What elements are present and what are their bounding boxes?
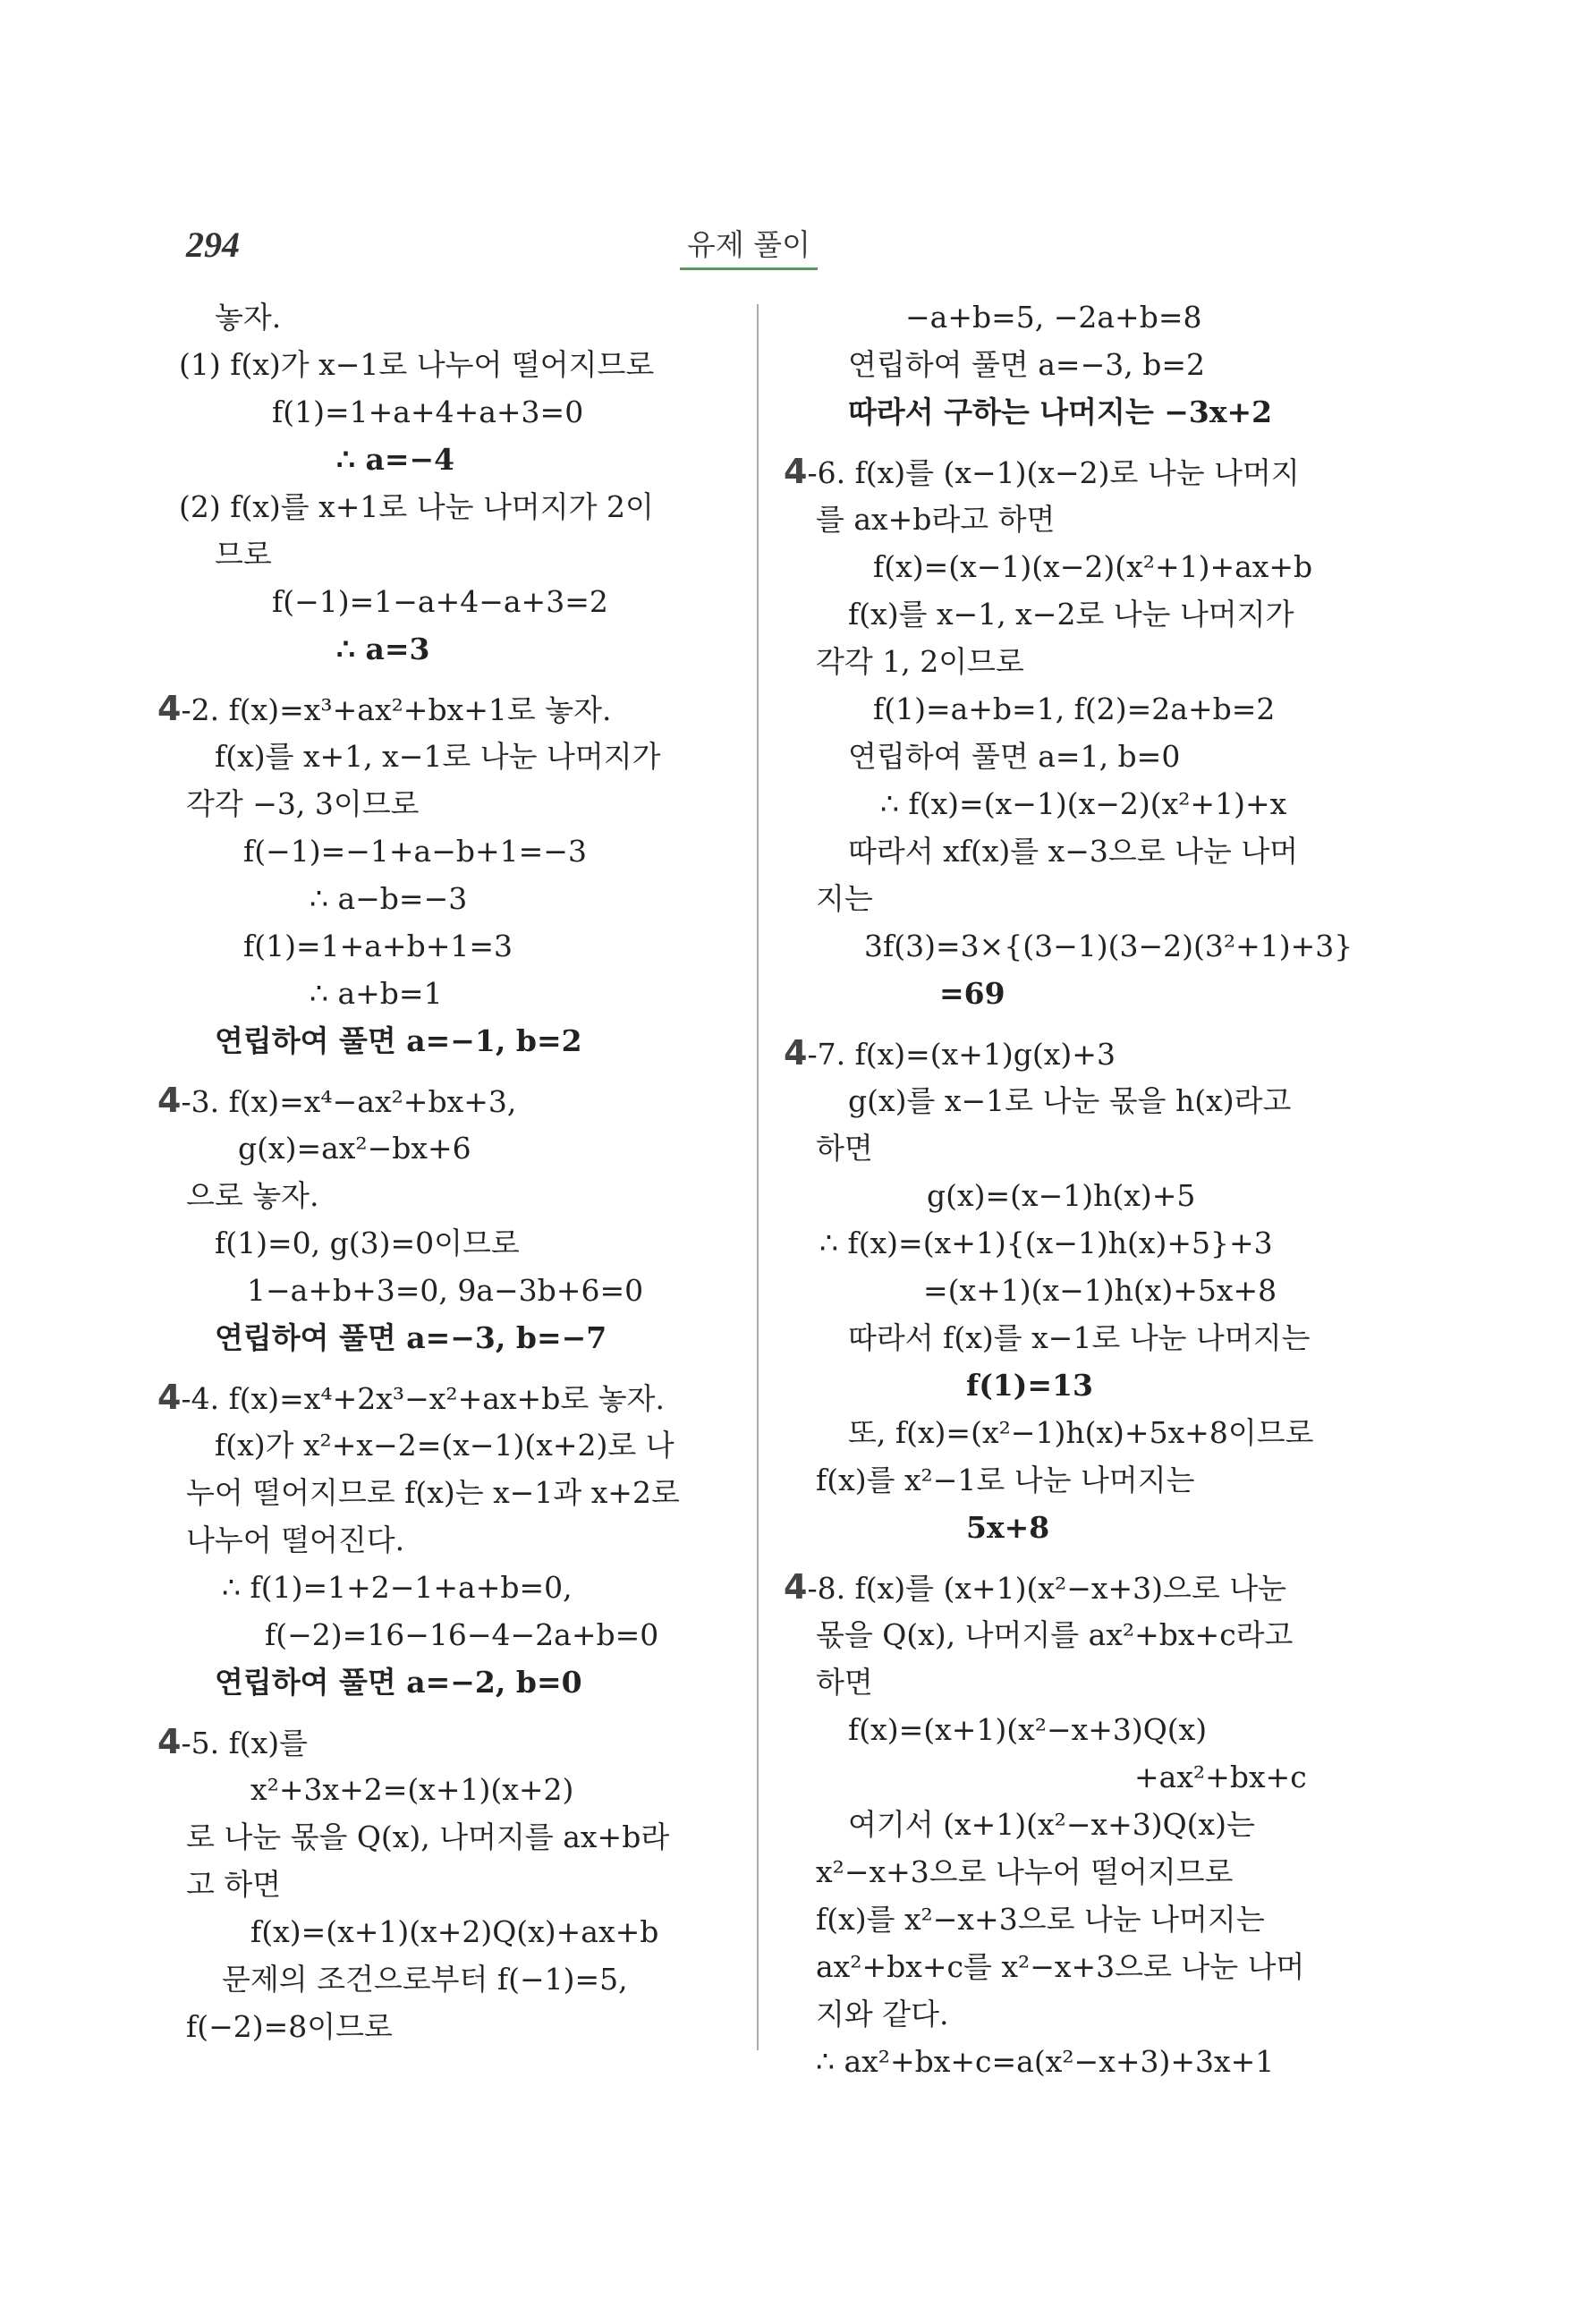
line-text: -8. f(x)를 (x+1)(x²−x+3)으로 나눈 bbox=[807, 1571, 1287, 1606]
solution-line bbox=[784, 1896, 1356, 1943]
solution-line bbox=[157, 1314, 739, 1361]
solution-line bbox=[784, 1753, 1356, 1801]
line-text: f(−1)=1−a+4−a+3=2 bbox=[272, 584, 608, 619]
line-text: 하면 bbox=[816, 1665, 873, 1700]
solution-line bbox=[784, 1611, 1356, 1658]
line-text: ∴ f(1)=1+2−1+a+b=0, bbox=[222, 1570, 573, 1605]
solution-line bbox=[157, 1813, 739, 1861]
solution-line bbox=[157, 436, 739, 483]
solution-line bbox=[157, 733, 739, 780]
left-column bbox=[157, 293, 739, 2050]
line-text: 나누어 떨어진다. bbox=[186, 1522, 405, 1557]
line-text: (1) f(x)가 x−1로 나누어 떨어지므로 bbox=[179, 347, 655, 382]
solution-line bbox=[784, 685, 1356, 733]
line-text: 지와 같다. bbox=[816, 1997, 949, 2031]
problem-number: 4 bbox=[784, 1567, 808, 1607]
solution-line bbox=[784, 970, 1356, 1017]
line-text: f(1)=a+b=1, f(2)=2a+b=2 bbox=[873, 691, 1276, 726]
line-text: ∴ a−b=−3 bbox=[310, 881, 468, 916]
line-text: 으로 놓자. bbox=[186, 1178, 319, 1213]
line-text: g(x)=(x−1)h(x)+5 bbox=[927, 1178, 1196, 1213]
solution-line bbox=[157, 388, 739, 436]
problem-heading bbox=[157, 1374, 739, 1421]
solution-line bbox=[784, 1409, 1356, 1456]
solution-line bbox=[784, 496, 1356, 543]
problem-number: 4 bbox=[157, 1722, 182, 1761]
line-text: ∴ a=−4 bbox=[336, 442, 455, 477]
line-text: 지는 bbox=[816, 881, 873, 916]
line-text: -5. f(x)를 bbox=[181, 1726, 309, 1760]
solution-line bbox=[157, 1908, 739, 1955]
line-text: 연립하여 풀면 a=−3, b=2 bbox=[848, 347, 1205, 382]
problem-heading bbox=[784, 1564, 1356, 1611]
solution-line bbox=[784, 293, 1356, 341]
line-text: 각각 −3, 3이므로 bbox=[186, 786, 420, 821]
solution-line bbox=[157, 293, 739, 341]
line-text: f(x)=(x+1)(x+2)Q(x)+ax+b bbox=[250, 1914, 659, 1949]
solution-line bbox=[157, 530, 739, 578]
solution-line bbox=[784, 1706, 1356, 1753]
solution-line bbox=[784, 638, 1356, 685]
line-text: 문제의 조건으로부터 f(−1)=5, bbox=[222, 1962, 628, 1997]
problem-heading bbox=[784, 448, 1356, 496]
problem-number: 4 bbox=[784, 452, 808, 491]
solution-line bbox=[157, 922, 739, 970]
line-text: 므로 bbox=[215, 537, 272, 572]
solution-line bbox=[784, 1077, 1356, 1124]
line-text: 놓자. bbox=[215, 300, 282, 335]
line-text: -3. f(x)=x⁴−ax²+bx+3, bbox=[181, 1084, 517, 1119]
line-text: -2. f(x)=x³+ax²+bx+1로 놓자. bbox=[181, 692, 612, 727]
solution-line bbox=[157, 1564, 739, 1611]
line-text: 각각 1, 2이므로 bbox=[816, 644, 1024, 679]
line-text: f(x)를 x+1, x−1로 나눈 나머지가 bbox=[215, 739, 661, 774]
solution-line bbox=[157, 1469, 739, 1516]
solution-line bbox=[157, 1658, 739, 1706]
solution-line bbox=[157, 1421, 739, 1469]
solution-line bbox=[784, 1314, 1356, 1361]
solution-line bbox=[784, 341, 1356, 388]
line-text: g(x)를 x−1로 나눈 몫을 h(x)라고 bbox=[848, 1083, 1292, 1118]
line-text: (2) f(x)를 x+1로 나눈 나머지가 2이 bbox=[179, 489, 654, 524]
problem-number: 4 bbox=[157, 1081, 182, 1120]
line-text: 를 ax+b라고 하면 bbox=[816, 502, 1056, 537]
line-text: f(x)가 x²+x−2=(x−1)(x+2)로 나 bbox=[215, 1428, 674, 1463]
page-title: 유제 풀이 bbox=[680, 222, 818, 270]
line-text: 따라서 구하는 나머지는 −3x+2 bbox=[848, 394, 1273, 429]
line-text: 3f(3)=3×{(3−1)(3−2)(3²+1)+3} bbox=[864, 929, 1353, 963]
line-text: f(x)를 x²−1로 나눈 나머지는 bbox=[816, 1463, 1195, 1497]
solution-line bbox=[157, 827, 739, 875]
solution-line bbox=[784, 2038, 1356, 2085]
problem-number: 4 bbox=[157, 1378, 182, 1417]
line-text: ax²+bx+c를 x²−x+3으로 나눈 나머 bbox=[816, 1949, 1305, 1984]
line-text: f(1)=1+a+4+a+3=0 bbox=[272, 394, 584, 429]
line-text: 연립하여 풀면 a=1, b=0 bbox=[848, 739, 1181, 774]
solution-line bbox=[784, 590, 1356, 638]
solution-line bbox=[784, 1267, 1356, 1314]
line-text: =(x+1)(x−1)h(x)+5x+8 bbox=[923, 1273, 1277, 1308]
solution-line bbox=[784, 875, 1356, 922]
solution-line bbox=[157, 1861, 739, 1908]
problem-heading bbox=[784, 1030, 1356, 1077]
line-text: 따라서 xf(x)를 x−3으로 나눈 나머 bbox=[848, 834, 1299, 869]
line-text: -4. f(x)=x⁴+2x³−x²+ax+b로 놓자. bbox=[181, 1381, 665, 1416]
line-text: 여기서 (x+1)(x²−x+3)Q(x)는 bbox=[848, 1807, 1255, 1842]
line-text: 누어 떨어지므로 f(x)는 x−1과 x+2로 bbox=[186, 1475, 680, 1510]
solution-line bbox=[157, 1017, 739, 1064]
line-text: f(x)=(x−1)(x−2)(x²+1)+ax+b bbox=[873, 549, 1313, 584]
line-text: f(1)=0, g(3)=0이므로 bbox=[215, 1226, 520, 1260]
solution-line bbox=[784, 1990, 1356, 2038]
solution-line bbox=[784, 1172, 1356, 1219]
solution-line bbox=[157, 1516, 739, 1564]
solution-line bbox=[784, 1361, 1356, 1409]
line-text: ∴ f(x)=(x−1)(x−2)(x²+1)+x bbox=[880, 786, 1287, 821]
line-text: 하면 bbox=[816, 1131, 873, 1166]
solution-line bbox=[157, 1611, 739, 1658]
line-text: -6. f(x)를 (x−1)(x−2)로 나눈 나머지 bbox=[807, 455, 1300, 490]
line-text: =69 bbox=[939, 976, 1005, 1011]
solution-line bbox=[157, 578, 739, 625]
line-text: 또, f(x)=(x²−1)h(x)+5x+8이므로 bbox=[848, 1415, 1314, 1450]
line-text: g(x)=ax²−bx+6 bbox=[238, 1131, 471, 1166]
solution-line bbox=[157, 483, 739, 530]
solution-line bbox=[784, 1219, 1356, 1267]
line-text: f(−1)=−1+a−b+1=−3 bbox=[243, 834, 587, 869]
line-text: x²−x+3으로 나누어 떨어지므로 bbox=[816, 1854, 1234, 1889]
solution-line bbox=[784, 780, 1356, 827]
problem-heading bbox=[157, 1077, 739, 1124]
line-text: f(−2)=8이므로 bbox=[186, 2009, 393, 2044]
line-text: f(1)=1+a+b+1=3 bbox=[243, 929, 513, 963]
right-column bbox=[784, 293, 1356, 2085]
solution-line bbox=[157, 1219, 739, 1267]
problem-number: 4 bbox=[157, 689, 182, 728]
problem-heading bbox=[157, 1718, 739, 1766]
solution-line bbox=[784, 1658, 1356, 1706]
solution-line bbox=[784, 388, 1356, 436]
line-text: 연립하여 풀면 a=−1, b=2 bbox=[215, 1023, 582, 1058]
solution-line bbox=[784, 733, 1356, 780]
line-text: ∴ f(x)=(x+1){(x−1)h(x)+5}+3 bbox=[819, 1226, 1273, 1260]
line-text: ∴ a+b=1 bbox=[310, 976, 443, 1011]
page-number: 294 bbox=[186, 225, 240, 265]
line-text: f(x)를 x−1, x−2로 나눈 나머지가 bbox=[848, 597, 1294, 632]
solution-line bbox=[784, 827, 1356, 875]
line-text: x²+3x+2=(x+1)(x+2) bbox=[250, 1772, 574, 1807]
solution-line bbox=[157, 780, 739, 827]
line-text: f(1)=13 bbox=[966, 1368, 1093, 1403]
line-text: f(−2)=16−16−4−2a+b=0 bbox=[265, 1617, 659, 1652]
solution-line bbox=[784, 922, 1356, 970]
line-text: 로 나눈 몫을 Q(x), 나머지를 ax+b라 bbox=[186, 1819, 670, 1854]
solution-line bbox=[784, 1801, 1356, 1848]
solution-line bbox=[784, 1504, 1356, 1551]
line-text: −a+b=5, −2a+b=8 bbox=[905, 300, 1202, 335]
solution-line bbox=[157, 970, 739, 1017]
line-text: ∴ ax²+bx+c=a(x²−x+3)+3x+1 bbox=[816, 2044, 1275, 2079]
solution-line bbox=[784, 1124, 1356, 1172]
line-text: ∴ a=3 bbox=[336, 632, 430, 666]
line-text: 따라서 f(x)를 x−1로 나눈 나머지는 bbox=[848, 1320, 1311, 1355]
solution-line bbox=[157, 1766, 739, 1813]
solution-line bbox=[157, 341, 739, 388]
line-text: 5x+8 bbox=[966, 1510, 1050, 1545]
line-text: 몫을 Q(x), 나머지를 ax²+bx+c라고 bbox=[816, 1617, 1294, 1652]
column-divider bbox=[757, 304, 759, 2050]
solution-line bbox=[157, 2003, 739, 2050]
line-text: f(x)=(x+1)(x²−x+3)Q(x) bbox=[848, 1712, 1208, 1747]
line-text: -7. f(x)=(x+1)g(x)+3 bbox=[807, 1037, 1116, 1072]
solution-line bbox=[784, 543, 1356, 590]
solution-line bbox=[784, 1943, 1356, 1990]
line-text: +ax²+bx+c bbox=[1134, 1760, 1307, 1794]
solution-line bbox=[157, 1172, 739, 1219]
line-text: f(x)를 x²−x+3으로 나눈 나머지는 bbox=[816, 1902, 1265, 1937]
line-text: 1−a+b+3=0, 9a−3b+6=0 bbox=[247, 1273, 644, 1308]
problem-number: 4 bbox=[784, 1033, 808, 1073]
solution-line bbox=[784, 1456, 1356, 1504]
solution-line bbox=[157, 625, 739, 673]
line-text: 연립하여 풀면 a=−2, b=0 bbox=[215, 1665, 582, 1700]
solution-line bbox=[157, 1267, 739, 1314]
solution-line bbox=[157, 875, 739, 922]
line-text: 고 하면 bbox=[186, 1867, 282, 1902]
solution-line bbox=[784, 1848, 1356, 1896]
line-text: 연립하여 풀면 a=−3, b=−7 bbox=[215, 1320, 607, 1355]
solution-line bbox=[157, 1955, 739, 2003]
problem-heading bbox=[157, 685, 739, 733]
solution-line bbox=[157, 1124, 739, 1172]
